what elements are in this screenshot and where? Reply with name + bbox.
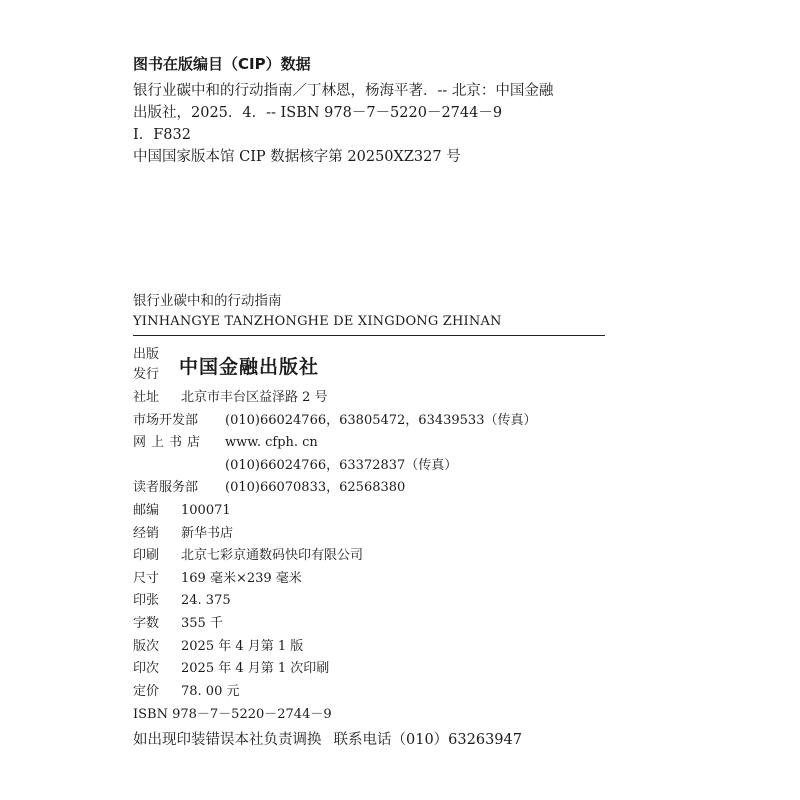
cip-classification: Ⅰ．F832 xyxy=(133,127,191,143)
printed-sheets-value: 24. 375 xyxy=(181,593,231,609)
colophon-row-price xyxy=(133,681,693,704)
reader-service-label: 读者服务部 xyxy=(133,480,199,496)
address-label: 社址 xyxy=(133,390,160,405)
edition-value: 2025 年 4 月第 1 版 xyxy=(181,638,304,654)
online-store-label: 网上书店 xyxy=(133,435,206,451)
colophon-row-online-store-phones xyxy=(133,455,693,478)
colophon-row-printing xyxy=(133,658,693,681)
cip-data-block xyxy=(133,54,693,168)
size-label: 尺寸 xyxy=(133,570,160,586)
colophon-block xyxy=(133,290,693,752)
colophon-row-address xyxy=(133,387,693,410)
colophon-row-reader-service xyxy=(133,477,693,500)
colophon-row-sheets xyxy=(133,590,693,613)
publisher-label: 出版 xyxy=(133,347,160,362)
publisher-row xyxy=(133,343,693,387)
cip-heading: 图书在版编目（CIP）数据 xyxy=(133,55,311,73)
printer-value: 北京七彩京通数码快印有限公司 xyxy=(181,548,364,564)
isbn-number: ISBN 978－7－5220－2744－9 xyxy=(133,707,332,723)
price-label: 定价 xyxy=(133,683,160,699)
online-store-phones-label xyxy=(133,455,221,478)
distributor-value: 新华书店 xyxy=(181,525,234,541)
printing-value: 2025 年 4 月第 1 次印刷 xyxy=(181,661,330,677)
replacement-notice-text: 如出现印装错误本社负责调换 xyxy=(133,732,322,749)
marketing-dept-phones: (010)66024766，63805472，63439533（传真） xyxy=(225,412,537,428)
colophon-row-edition xyxy=(133,636,693,659)
distributor-label: 发行 xyxy=(133,367,160,382)
size-value: 169 毫米×239 毫米 xyxy=(181,570,302,586)
cip-record-line-1: 银行业碳中和的行动指南／丁林恩，杨海平著．-- 北京：中国金融 xyxy=(133,83,554,99)
price-value: 78. 00 元 xyxy=(181,683,240,699)
colophon-row-postcode xyxy=(133,500,693,523)
colophon-row-distributor xyxy=(133,523,693,546)
postcode-value: 100071 xyxy=(181,502,231,518)
colophon-row-marketing xyxy=(133,410,693,433)
replacement-notice xyxy=(133,728,693,752)
printed-sheets-label: 印张 xyxy=(133,593,160,609)
cip-record-line-2: 出版社，2025．4．-- ISBN 978－7－5220－2744－9 xyxy=(133,105,503,121)
marketing-dept-label: 市场开发部 xyxy=(133,412,199,428)
publisher-logo: 中国金融出版社 xyxy=(179,355,320,378)
colophon-row-word-count xyxy=(133,613,693,636)
contact-phone: 联系电话（010）63263947 xyxy=(333,732,522,749)
colophon-row-size xyxy=(133,568,693,591)
colophon-row-printer xyxy=(133,545,693,568)
book-title-pinyin: YINHANGYE TANZHONGHE DE XINGDONG ZHINAN xyxy=(133,312,605,336)
word-count-value: 355 千 xyxy=(181,615,223,631)
address-value: 北京市丰台区益泽路 2 号 xyxy=(181,390,328,405)
edition-label: 版次 xyxy=(133,638,160,654)
distributor-row-label: 经销 xyxy=(133,525,160,541)
word-count-label: 字数 xyxy=(133,615,160,631)
reader-service-phones: (010)66070833，62568380 xyxy=(225,480,406,496)
colophon-row-online-store xyxy=(133,432,693,455)
cip-verification-number: 中国国家版本馆 CIP 数据核字第 20250XZ327 号 xyxy=(133,149,461,165)
online-store-url: www. cfph. cn xyxy=(225,435,318,451)
publisher-labels xyxy=(133,345,175,385)
book-title-chinese: 银行业碳中和的行动指南 xyxy=(133,293,282,309)
printing-label: 印次 xyxy=(133,661,160,677)
postcode-label: 邮编 xyxy=(133,502,160,518)
online-store-phones: (010)66024766，63372837（传真） xyxy=(225,457,458,473)
printer-label: 印刷 xyxy=(133,548,160,564)
